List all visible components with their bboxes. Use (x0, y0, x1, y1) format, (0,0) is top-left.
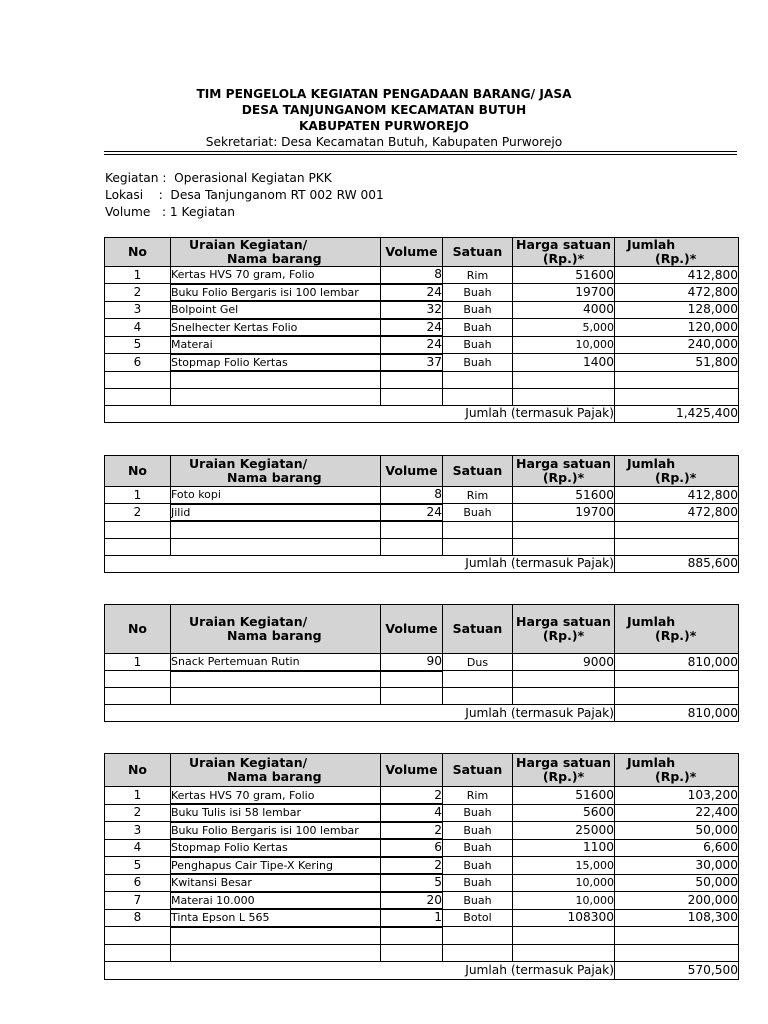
cell-harga: 51600 (513, 487, 615, 504)
total-value: 570,500 (615, 962, 739, 980)
cell-uraian: Penghapus Cair Tipe-X Kering (171, 857, 381, 875)
cell-jumlah: 120,000 (615, 319, 739, 337)
cell-volume: 2 (381, 787, 443, 805)
cell-no: 6 (105, 874, 171, 892)
items-table-2 (104, 455, 739, 573)
cell-volume: 24 (381, 504, 443, 522)
cell-satuan: Rim (443, 487, 513, 504)
col-header-harga: Harga satuan (Rp.)* (513, 238, 615, 267)
cell-satuan: Buah (443, 301, 513, 319)
total-label: Jumlah (termasuk Pajak) (105, 555, 615, 572)
cell-satuan: Buah (443, 336, 513, 354)
cell-uraian: Bolpoint Gel (171, 301, 381, 319)
cell-satuan: Buah (443, 857, 513, 875)
cell-jumlah: 103,200 (615, 787, 739, 805)
table-row (105, 654, 739, 671)
table-row (105, 336, 739, 354)
cell-satuan: Buah (443, 354, 513, 372)
col-header-jumlah: Jumlah (Rp.)* (615, 605, 739, 654)
cell-no: 2 (105, 284, 171, 302)
cell-satuan: Buah (443, 319, 513, 337)
cell-harga: 19700 (513, 284, 615, 302)
cell-no: 2 (105, 804, 171, 822)
total-row (105, 705, 739, 722)
cell-volume: 32 (381, 301, 443, 319)
table-row (105, 874, 739, 892)
total-label: Jumlah (termasuk Pajak) (105, 705, 615, 722)
cell-jumlah: 810,000 (615, 654, 739, 671)
empty-row (105, 521, 739, 538)
cell-no: 6 (105, 354, 171, 372)
cell-uraian: Stopmap Folio Kertas (171, 354, 381, 372)
table-row (105, 354, 739, 372)
cell-uraian: Buku Folio Bergaris isi 100 lembar (171, 284, 381, 302)
cell-harga: 5,000 (513, 319, 615, 337)
table-header-row (105, 238, 739, 267)
cell-jumlah: 50,000 (615, 822, 739, 840)
cell-no: 1 (105, 654, 171, 671)
table-row (105, 284, 739, 302)
total-label: Jumlah (termasuk Pajak) (105, 405, 615, 422)
cell-no: 3 (105, 822, 171, 840)
cell-volume: 24 (381, 284, 443, 302)
cell-jumlah: 108,300 (615, 909, 739, 927)
cell-uraian: Kertas HVS 70 gram, Folio (171, 787, 381, 805)
cell-jumlah: 51,800 (615, 354, 739, 372)
cell-no: 1 (105, 787, 171, 805)
items-table-4 (104, 753, 739, 980)
total-value: 810,000 (615, 705, 739, 722)
cell-uraian: Kertas HVS 70 gram, Folio (171, 267, 381, 284)
table-row (105, 822, 739, 840)
col-header-uraian: Uraian Kegiatan/ Nama barang (171, 238, 381, 267)
col-header-volume: Volume (381, 754, 443, 787)
empty-row (105, 927, 739, 945)
items-table-1 (104, 237, 739, 423)
cell-uraian: Snack Pertemuan Rutin (171, 654, 381, 671)
cell-jumlah: 128,000 (615, 301, 739, 319)
empty-row (105, 388, 739, 405)
cell-satuan: Rim (443, 787, 513, 805)
header-title-line1: TIM PENGELOLA KEGIATAN PENGADAAN BARANG/ JASA (196, 87, 572, 101)
items-table-3 (104, 604, 739, 722)
cell-no: 4 (105, 839, 171, 857)
cell-harga: 10,000 (513, 874, 615, 892)
cell-harga: 19700 (513, 504, 615, 522)
col-header-satuan: Satuan (443, 605, 513, 654)
cell-no: 1 (105, 267, 171, 284)
table-row (105, 504, 739, 522)
cell-harga: 15,000 (513, 857, 615, 875)
cell-no: 7 (105, 892, 171, 910)
activity-info (105, 170, 384, 221)
cell-uraian: Materai (171, 336, 381, 354)
col-header-harga: Harga satuan (Rp.)* (513, 754, 615, 787)
cell-uraian: Kwitansi Besar (171, 874, 381, 892)
document-header (0, 86, 768, 150)
col-header-satuan: Satuan (443, 238, 513, 267)
cell-volume: 8 (381, 267, 443, 284)
cell-harga: 51600 (513, 787, 615, 805)
table-row (105, 487, 739, 504)
cell-satuan: Botol (443, 909, 513, 927)
table-row (105, 319, 739, 337)
header-secretariat: Sekretariat: Desa Kecamatan Butuh, Kabupaten Purworejo (205, 135, 563, 149)
cell-volume: 90 (381, 654, 443, 671)
cell-harga: 1400 (513, 354, 615, 372)
cell-satuan: Dus (443, 654, 513, 671)
col-header-no: No (105, 456, 171, 487)
col-header-uraian: Uraian Kegiatan/ Nama barang (171, 605, 381, 654)
cell-uraian: Foto kopi (171, 487, 381, 504)
cell-volume: 2 (381, 822, 443, 840)
cell-jumlah: 30,000 (615, 857, 739, 875)
table-row (105, 839, 739, 857)
cell-harga: 4000 (513, 301, 615, 319)
cell-satuan: Buah (443, 874, 513, 892)
col-header-satuan: Satuan (443, 754, 513, 787)
cell-jumlah: 412,800 (615, 267, 739, 284)
cell-jumlah: 472,800 (615, 284, 739, 302)
cell-jumlah: 22,400 (615, 804, 739, 822)
empty-row (105, 538, 739, 555)
cell-no: 5 (105, 336, 171, 354)
cell-uraian: Buku Tulis isi 58 lembar (171, 804, 381, 822)
table-row (105, 301, 739, 319)
total-label: Jumlah (termasuk Pajak) (105, 962, 615, 980)
col-header-uraian: Uraian Kegiatan/ Nama barang (171, 456, 381, 487)
empty-row (105, 688, 739, 705)
header-title-line2: DESA TANJUNGANOM KECAMATAN BUTUH (241, 103, 527, 117)
empty-row (105, 671, 739, 688)
cell-volume: 24 (381, 336, 443, 354)
cell-uraian: Stopmap Folio Kertas (171, 839, 381, 857)
cell-harga: 25000 (513, 822, 615, 840)
cell-jumlah: 412,800 (615, 487, 739, 504)
col-header-harga: Harga satuan (Rp.)* (513, 456, 615, 487)
cell-volume: 5 (381, 874, 443, 892)
cell-no: 4 (105, 319, 171, 337)
cell-volume: 37 (381, 354, 443, 372)
cell-jumlah: 200,000 (615, 892, 739, 910)
cell-jumlah: 240,000 (615, 336, 739, 354)
total-value: 885,600 (615, 555, 739, 572)
cell-volume: 2 (381, 857, 443, 875)
col-header-jumlah: Jumlah (Rp.)* (615, 238, 739, 267)
info-volume: Volume : 1 Kegiatan (105, 205, 236, 219)
cell-no: 8 (105, 909, 171, 927)
empty-row (105, 944, 739, 962)
cell-jumlah: 6,600 (615, 839, 739, 857)
table-row (105, 787, 739, 805)
col-header-volume: Volume (381, 238, 443, 267)
cell-no: 3 (105, 301, 171, 319)
cell-no: 5 (105, 857, 171, 875)
cell-satuan: Rim (443, 267, 513, 284)
col-header-satuan: Satuan (443, 456, 513, 487)
cell-harga: 10,000 (513, 892, 615, 910)
col-header-volume: Volume (381, 456, 443, 487)
cell-jumlah: 50,000 (615, 874, 739, 892)
col-header-no: No (105, 605, 171, 654)
cell-uraian: Buku Folio Bergaris isi 100 lembar (171, 822, 381, 840)
cell-volume: 8 (381, 487, 443, 504)
cell-satuan: Buah (443, 892, 513, 910)
total-row (105, 962, 739, 980)
col-header-no: No (105, 238, 171, 267)
cell-jumlah: 472,800 (615, 504, 739, 522)
table-row (105, 267, 739, 284)
table-row (105, 857, 739, 875)
header-title-line3: KABUPATEN PURWOREJO (298, 119, 470, 133)
total-row (105, 555, 739, 572)
cell-harga: 5600 (513, 804, 615, 822)
empty-row (105, 371, 739, 388)
cell-volume: 20 (381, 892, 443, 910)
cell-satuan: Buah (443, 284, 513, 302)
cell-harga: 9000 (513, 654, 615, 671)
cell-satuan: Buah (443, 504, 513, 522)
cell-volume: 4 (381, 804, 443, 822)
header-divider-top (104, 151, 737, 152)
table-row (105, 892, 739, 910)
col-header-jumlah: Jumlah (Rp.)* (615, 456, 739, 487)
table-header-row (105, 456, 739, 487)
cell-uraian: Jilid (171, 504, 381, 522)
cell-volume: 1 (381, 909, 443, 927)
header-divider-bottom (104, 154, 737, 155)
cell-harga: 108300 (513, 909, 615, 927)
table-row (105, 909, 739, 927)
cell-volume: 6 (381, 839, 443, 857)
cell-harga: 1100 (513, 839, 615, 857)
col-header-jumlah: Jumlah (Rp.)* (615, 754, 739, 787)
cell-uraian: Materai 10.000 (171, 892, 381, 910)
cell-satuan: Buah (443, 804, 513, 822)
cell-no: 1 (105, 487, 171, 504)
info-lokasi: Lokasi : Desa Tanjunganom RT 002 RW 001 (105, 188, 384, 202)
table-row (105, 804, 739, 822)
cell-volume: 24 (381, 319, 443, 337)
info-kegiatan: Kegiatan : Operasional Kegiatan PKK (105, 171, 332, 185)
col-header-uraian: Uraian Kegiatan/ Nama barang (171, 754, 381, 787)
col-header-harga: Harga satuan (Rp.)* (513, 605, 615, 654)
cell-satuan: Buah (443, 839, 513, 857)
total-value: 1,425,400 (615, 405, 739, 422)
cell-harga: 10,000 (513, 336, 615, 354)
table-header-row (105, 605, 739, 654)
cell-uraian: Tinta Epson L 565 (171, 909, 381, 927)
cell-harga: 51600 (513, 267, 615, 284)
table-header-row (105, 754, 739, 787)
col-header-no: No (105, 754, 171, 787)
cell-uraian: Snelhecter Kertas Folio (171, 319, 381, 337)
total-row (105, 405, 739, 422)
cell-no: 2 (105, 504, 171, 522)
col-header-volume: Volume (381, 605, 443, 654)
cell-satuan: Buah (443, 822, 513, 840)
